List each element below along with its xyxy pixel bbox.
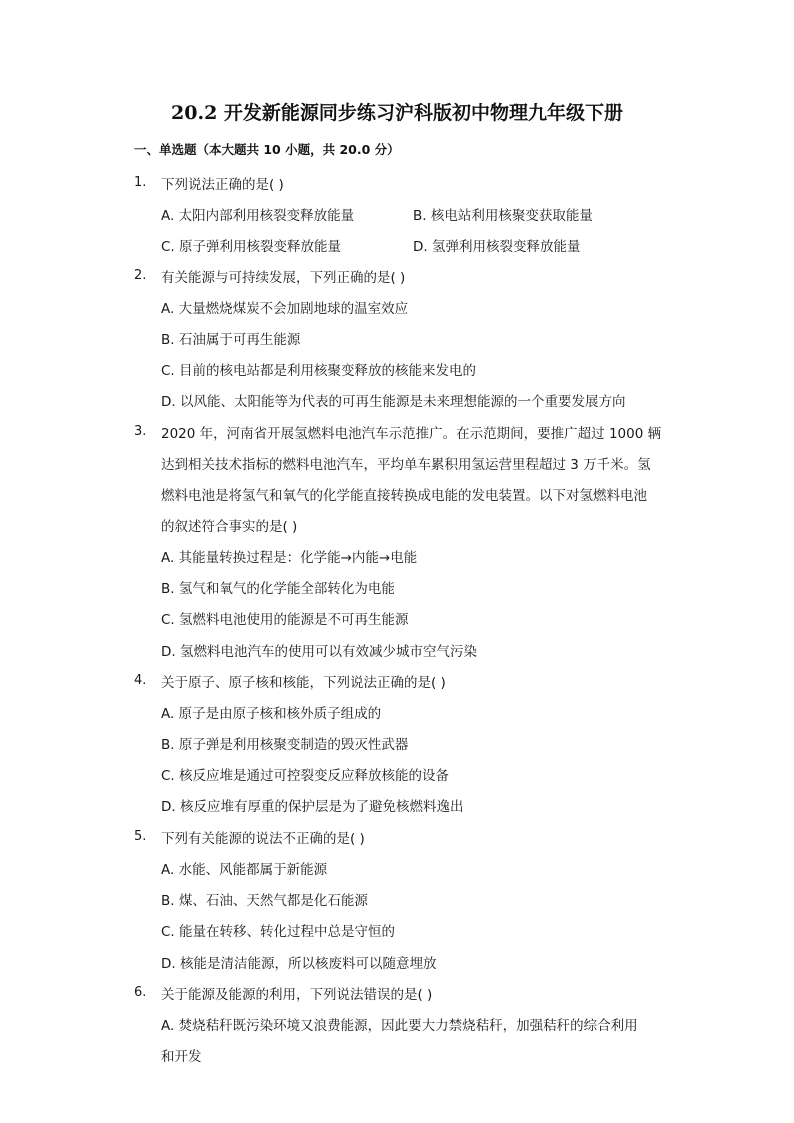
question-stem: 关于原子、原子核和核能，下列说法正确的是( ) xyxy=(161,675,446,691)
option-a-continued: 和开发 xyxy=(161,1049,202,1065)
question-stem: 下列说法正确的是( ) xyxy=(161,177,284,193)
option-a: A. 焚烧秸秆既污染环境又浪费能源，因此要大力禁烧秸秆，加强秸秆的综合利用 xyxy=(161,1018,638,1034)
question-stem: 关于能源及能源的利用，下列说法错误的是( ) xyxy=(161,987,433,1003)
option-c: C. 氢燃料电池使用的能源是不可再生能源 xyxy=(161,612,409,628)
question-stem-line: 的叙述符合事实的是( ) xyxy=(161,519,298,535)
option-c: C. 目前的核电站都是利用核聚变释放的核能来发电的 xyxy=(161,363,477,379)
question-stem-line: 2020 年，河南省开展氢燃料电池汽车示范推广。在示范期间，要推广超过 1000 辆 xyxy=(161,426,662,442)
page-title: 20.2 开发新能源同步练习沪科版初中物理九年级下册 xyxy=(171,102,623,124)
option-b: B. 煤、石油、天然气都是化石能源 xyxy=(161,893,368,909)
option-a: A. 水能、风能都属于新能源 xyxy=(161,862,328,878)
option-d: D. 核反应堆有厚重的保护层是为了避免核燃料逸出 xyxy=(161,799,464,815)
question-stem: 有关能源与可持续发展，下列正确的是( ) xyxy=(161,270,406,286)
question-stem-line: 燃料电池是将氢气和氧气的化学能直接转换成电能的发电装置。以下对氢燃料电池 xyxy=(161,488,647,504)
option-d: D. 以风能、太阳能等为代表的可再生能源是未来理想能源的一个重要发展方向 xyxy=(161,394,626,410)
question-number: 5. xyxy=(134,829,147,844)
question-stem: 下列有关能源的说法不正确的是( ) xyxy=(161,831,365,847)
option-b: B. 原子弹是利用核聚变制造的毁灭性武器 xyxy=(161,737,409,753)
option-a: A. 其能量转换过程是：化学能→内能→电能 xyxy=(161,550,418,566)
option-b: B. 石油属于可再生能源 xyxy=(161,332,301,348)
option-a: A. 太阳内部利用核裂变释放能量 xyxy=(161,208,355,224)
question-number: 4. xyxy=(134,673,147,688)
question-number: 1. xyxy=(134,175,147,190)
option-a: A. 大量燃烧煤炭不会加剧地球的温室效应 xyxy=(161,301,409,317)
option-c: C. 原子弹利用核裂变释放能量 xyxy=(161,239,342,255)
option-b: B. 氢气和氧气的化学能全部转化为电能 xyxy=(161,581,395,597)
question-stem-line: 达到相关技术指标的燃料电池汽车，平均单车累积用氢运营里程超过 3 万千米。氢 xyxy=(161,457,651,473)
option-b: B. 核电站利用核聚变获取能量 xyxy=(413,208,593,224)
option-d: D. 核能是清洁能源，所以核废料可以随意埋放 xyxy=(161,956,437,972)
question-number: 3. xyxy=(134,424,147,439)
option-c: C. 能量在转移、转化过程中总是守恒的 xyxy=(161,924,396,940)
question-number: 2. xyxy=(134,268,147,283)
option-a: A. 原子是由原子核和核外质子组成的 xyxy=(161,706,382,722)
question-number: 6. xyxy=(134,985,147,1000)
option-c: C. 核反应堆是通过可控裂变反应释放核能的设备 xyxy=(161,768,450,784)
option-d: D. 氢弹利用核裂变释放能量 xyxy=(413,239,581,255)
section-heading: 一、单选题（本大题共 10 小题，共 20.0 分） xyxy=(134,142,400,157)
option-d: D. 氢燃料电池汽车的使用可以有效减少城市空气污染 xyxy=(161,644,477,660)
